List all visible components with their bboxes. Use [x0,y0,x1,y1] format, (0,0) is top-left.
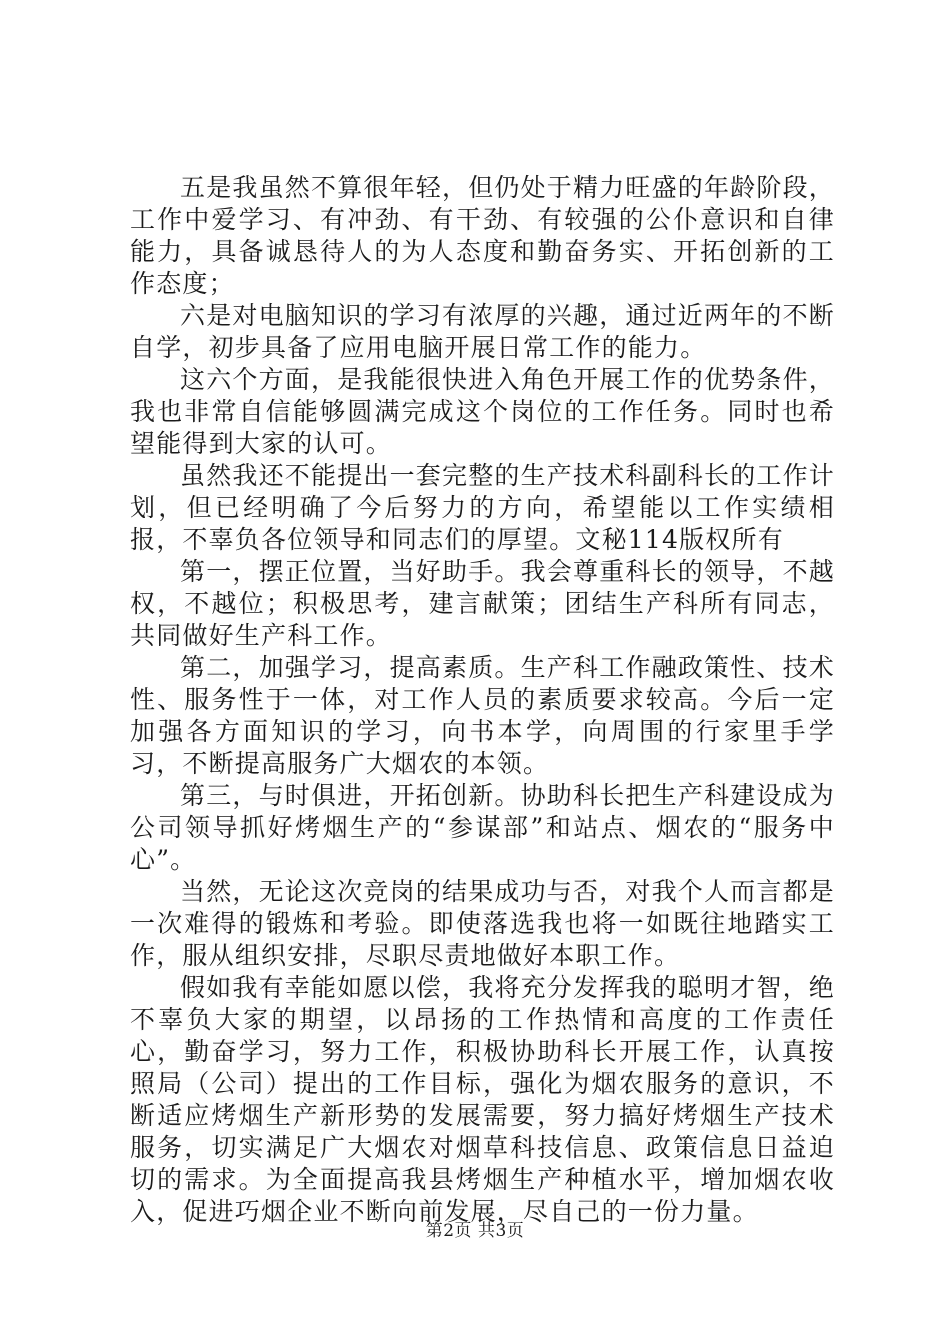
paragraph-outcome-attitude: 当然，无论这次竞岗的结果成功与否，对我个人而言都是一次难得的锻炼和考验。即使落选我也将一如既往地踏实工作，服从组织安排，尽职尽责地做好本职工作。 [130,877,836,970]
paragraph-plan-first: 第一，摆正位置，当好助手。我会尊重科长的领导，不越权，不越位；积极思考，建言献策；团结生产科所有同志，共同做好生产科工作。 [130,557,836,650]
page-number-footer: 第2页 共3页 [425,1221,525,1241]
paragraph-plan-third: 第三，与时俱进，开拓创新。协助科长把生产科建设成为公司领导抓好烤烟生产的“参谋部”和站点、烟农的“服务中心”。 [130,781,836,874]
paragraph-strength-five: 五是我虽然不算很年轻，但仍处于精力旺盛的年龄阶段，工作中爱学习、有冲劲、有干劲、有较强的公仆意识和自律能力，具备诚恳待人的为人态度和勤奋务实、开拓创新的工作态度； [130,173,836,298]
paragraph-six-aspects-summary: 这六个方面，是我能很快进入角色开展工作的优势条件，我也非常自信能够圆满完成这个岗位的工作任务。同时也希望能得到大家的认可。 [130,365,836,458]
paragraph-work-plan-intro: 虽然我还不能提出一套完整的生产技术科副科长的工作计划，但已经明确了今后努力的方向，希望能以工作实绩相报，不辜负各位领导和同志们的厚望。文秘114版权所有 [130,461,836,554]
document-body [130,172,835,1228]
paragraph-plan-second: 第二，加强学习，提高素质。生产科工作融政策性、技术性、服务性于一体，对工作人员的素质要求较高。今后一定加强各方面知识的学习，向书本学，向周围的行家里手学习，不断提高服务广大烟农的本领。 [130,653,836,778]
paragraph-closing-commitment: 假如我有幸能如愿以偿，我将充分发挥我的聪明才智，绝不辜负大家的期望，以昂扬的工作热情和高度的工作责任心，勤奋学习，努力工作，积极协助科长开展工作，认真按照局（公司）提出的工作目标，强化为烟农服务的意识，不断适应烤烟生产新形势的发展需要，努力搞好烤烟生产技术服务，切实满足广大烟农对烟草科技信息、政策信息日益迫切的需求。为全面提高我县烤烟生产种植水平，增加烟农收入，促进巧烟企业不断向前发展，尽自己的一份力量。 [130,973,836,1226]
paragraph-strength-six: 六是对电脑知识的学习有浓厚的兴趣，通过近两年的不断自学，初步具备了应用电脑开展日常工作的能力。 [130,301,836,362]
